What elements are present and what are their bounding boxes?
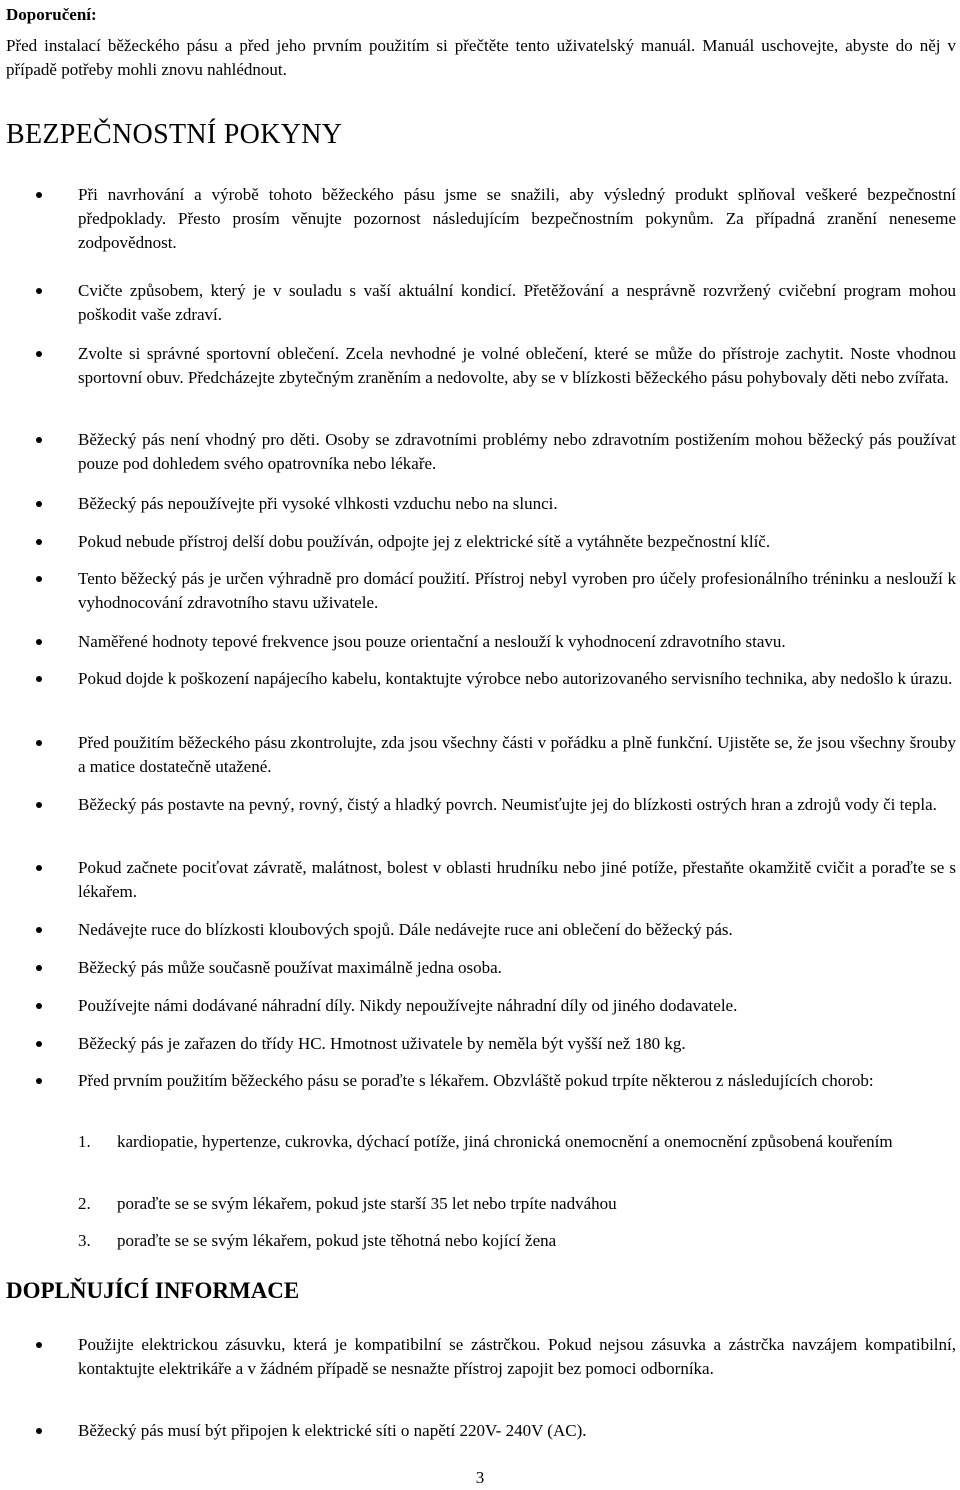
- bullet-icon: [36, 288, 42, 294]
- list-item: [6, 667, 952, 691]
- list-item-text: Použijte elektrickou zásuvku, která je kompatibilní se zástrčkou. Pokud nejsou zásuvka a zástrčka navzájem kompatibilní, kontaktujte elektrikáře a v žádném případě se nesnažte přístroj zapojit bez pomoci odborníka.: [78, 1335, 956, 1378]
- list-item-text: Při navrhování a výrobě tohoto běžeckého pásu jsme se snažili, aby výsledný produkt splňoval veškeré bezpečnostní předpoklady. Přesto prosím věnujte pozornost následujícím bezpečnostním pokynům. Za případná zranění neneseme zodpovědnost.: [78, 185, 956, 252]
- list-item-text: Používejte námi dodávané náhradní díly. Nikdy nepoužívejte náhradní díly od jiného dodavatele.: [78, 996, 738, 1015]
- list-item: [6, 567, 956, 615]
- list-item: [6, 279, 956, 327]
- list-item-text: Naměřené hodnoty tepové frekvence jsou pouze orientační a neslouží k vyhodnocení zdravotního stavu.: [78, 632, 786, 651]
- numbered-item-text: poraďte se se svým lékařem, pokud jste starší 35 let nebo trpíte nadváhou: [117, 1194, 617, 1213]
- list-item-text: Běžecký pás musí být připojen k elektrické síti o napětí 220V- 240V (AC).: [78, 1421, 587, 1440]
- list-item: [6, 956, 502, 980]
- numbered-item: [78, 1192, 956, 1216]
- list-item-text: Běžecký pás může současně používat maximálně jedna osoba.: [78, 958, 502, 977]
- list-item-text: Pokud dojde k poškození napájecího kabelu, kontaktujte výrobce nebo autorizovaného servisního technika, aby nedošlo k úrazu.: [78, 669, 953, 688]
- list-item: [6, 793, 937, 817]
- list-item: [6, 1333, 956, 1381]
- bullet-icon: [36, 1041, 42, 1047]
- list-item-text: Tento běžecký pás je určen výhradně pro domácí použití. Přístroj nebyl vyroben pro účely profesionálního tréninku a neslouží k vyhodnocování zdravotního stavu uživatele.: [78, 569, 956, 612]
- bullet-icon: [36, 927, 42, 933]
- numbered-item: [78, 1130, 956, 1154]
- item-number: 1.: [78, 1132, 91, 1151]
- list-item-text: Před použitím běžeckého pásu zkontrolujte, zda jsou všechny části v pořádku a plně funkční. Ujistěte se, že jsou všechny šrouby a matice dostatečně utažené.: [78, 733, 956, 776]
- bullet-icon: [36, 865, 42, 871]
- bullet-icon: [36, 802, 42, 808]
- page-number: 3: [475, 1468, 485, 1487]
- list-item: [6, 183, 956, 255]
- bullet-icon: [36, 676, 42, 682]
- list-item: [6, 428, 956, 476]
- list-item: [6, 1069, 874, 1093]
- bullet-icon: [36, 1003, 42, 1009]
- list-item: [6, 731, 956, 779]
- list-item: [6, 918, 733, 942]
- additional-info-title: DOPLŇUJÍCÍ INFORMACE: [6, 1278, 300, 1303]
- bullet-icon: [36, 192, 42, 198]
- list-item: [6, 342, 956, 390]
- bullet-icon: [36, 1078, 42, 1084]
- item-number: 2.: [78, 1194, 91, 1213]
- bullet-icon: [36, 1342, 42, 1348]
- list-item-text: Pokud nebude přístroj delší dobu používán, odpojte jej z elektrické sítě a vytáhněte bezpečnostní klíč.: [78, 532, 771, 551]
- list-item: [6, 1032, 686, 1056]
- recommendation-text: Před instalací běžeckého pásu a před jeho prvním použitím si přečtěte tento uživatelský manuál. Manuál uschovejte, abyste do něj v případě potřeby mohli znovu nahlédnout.: [6, 36, 956, 79]
- list-item-text: Běžecký pás nepoužívejte při vysoké vlhkosti vzduchu nebo na slunci.: [78, 494, 558, 513]
- bullet-icon: [36, 576, 42, 582]
- bullet-icon: [36, 639, 42, 645]
- item-number: 3.: [78, 1231, 91, 1250]
- list-item-text: Zvolte si správné sportovní oblečení. Zcela nevhodné je volné oblečení, které se může do přístroje zachytit. Noste vhodnou sportovní obuv. Předcházejte zbytečným zraněním a nedovolte, aby se v blízkosti běžeckého pásu pohybovaly děti nebo zvířata.: [78, 344, 956, 387]
- list-item: [6, 1419, 587, 1443]
- bullet-icon: [36, 351, 42, 357]
- numbered-item-text: poraďte se se svým lékařem, pokud jste těhotná nebo kojící žena: [117, 1231, 557, 1250]
- bullet-icon: [36, 437, 42, 443]
- bullet-icon: [36, 501, 42, 507]
- list-item: [6, 630, 786, 654]
- list-item-text: Pokud začnete pociťovat závratě, malátnost, bolest v oblasti hrudníku nebo jiné potíže, přestaňte okamžitě cvičit a poraďte se s lékařem.: [78, 858, 956, 901]
- bullet-icon: [36, 965, 42, 971]
- list-item-text: Nedávejte ruce do blízkosti kloubových spojů. Dále nedávejte ruce ani oblečení do běžecký pás.: [78, 920, 733, 939]
- list-item: [6, 856, 956, 904]
- bullet-icon: [36, 1428, 42, 1434]
- bullet-icon: [36, 539, 42, 545]
- list-item-text: Cvičte způsobem, který je v souladu s vaší aktuální kondicí. Přetěžování a nesprávně rozvržený cvičební program mohou poškodit vaše zdraví.: [78, 281, 956, 324]
- list-item-text: Běžecký pás není vhodný pro děti. Osoby se zdravotními problémy nebo zdravotním postižením mohou běžecký pás používat pouze pod dohledem svého opatrovníka nebo lékaře.: [78, 430, 956, 473]
- list-item-text: Běžecký pás postavte na pevný, rovný, čistý a hladký povrch. Neumisťujte jej do blízkosti ostrých hran a zdrojů vody či tepla.: [78, 795, 937, 814]
- list-item-text: Běžecký pás je zařazen do třídy HC. Hmotnost uživatele by neměla být vyšší než 180 kg.: [78, 1034, 686, 1053]
- list-item: [6, 994, 737, 1018]
- list-item: [6, 530, 770, 554]
- numbered-item-text: kardiopatie, hypertenze, cukrovka, dýchací potíže, jiná chronická onemocnění a onemocnění způsobená kouřením: [117, 1132, 893, 1151]
- list-item-text: Před prvním použitím běžeckého pásu se poraďte s lékařem. Obzvláště pokud trpíte některou z následujících chorob:: [78, 1071, 874, 1090]
- numbered-item: [78, 1229, 956, 1253]
- recommendation-heading: Doporučení:: [6, 5, 97, 24]
- bullet-icon: [36, 740, 42, 746]
- safety-title: BEZPEČNOSTNÍ POKYNY: [6, 119, 343, 150]
- list-item: [6, 492, 558, 516]
